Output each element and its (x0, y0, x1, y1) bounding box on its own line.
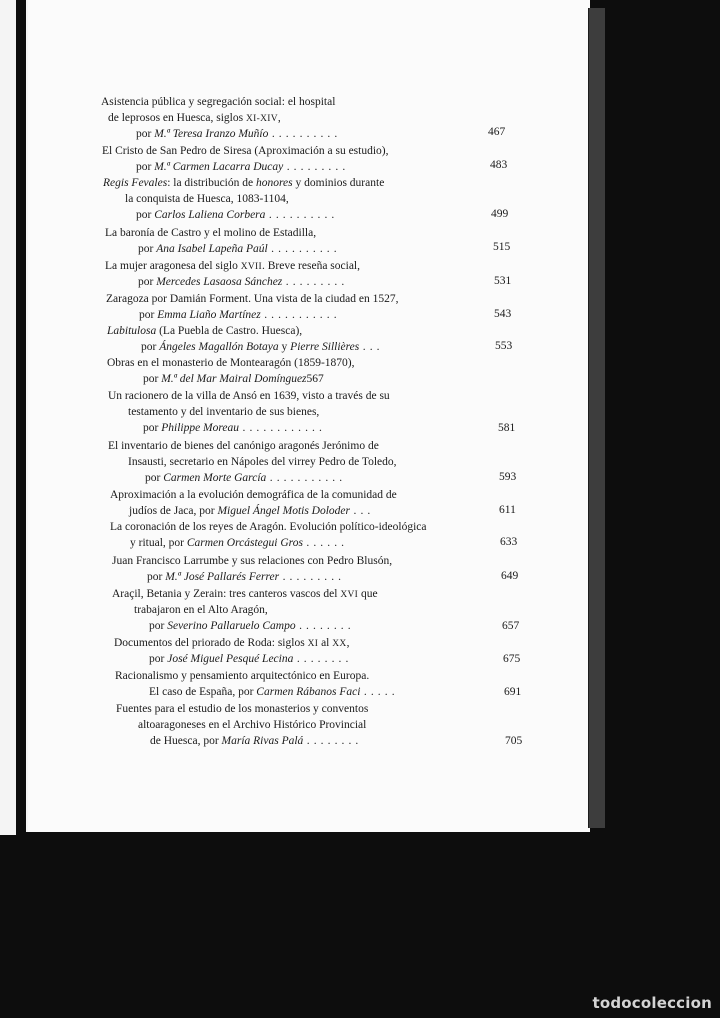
toc-entry-line (110, 520, 426, 535)
toc-text: XI-XIV (245, 114, 278, 124)
toc-entry-line (101, 95, 335, 110)
toc-text: XX (332, 639, 347, 649)
toc-text: . Breve reseña social, (261, 260, 360, 272)
toc-text: XVII (240, 262, 262, 272)
dot-leader: . . . . . . . . . (283, 161, 346, 173)
toc-text: por (141, 341, 160, 353)
dot-leader: . . . . . (360, 686, 396, 698)
toc-text: , (346, 637, 350, 649)
dot-leader: . . . . . . . . . . (267, 243, 338, 255)
toc-entry-line (112, 554, 392, 569)
dot-leader: . . . . . . . . . . (268, 128, 338, 140)
toc-text: por (143, 422, 162, 434)
toc-text: La mujer aragonesa del siglo (105, 260, 241, 272)
toc-text: Severino Pallaruelo Campo (167, 620, 296, 632)
toc-entry-line (143, 372, 324, 387)
dot-leader: . . . . . . . . . (282, 276, 345, 288)
dot-leader: . . . (359, 341, 381, 353)
page-number: 657 (502, 620, 520, 632)
book-page (26, 0, 590, 832)
toc-entry-line (116, 702, 368, 717)
toc-text: XI (307, 639, 319, 649)
book-spine (588, 8, 605, 828)
dot-leader: . . . . . . . . . . (265, 209, 335, 221)
toc-text: Fuentes para el estudio de los monasterios y conventos (116, 703, 369, 715)
toc-text: por (136, 128, 155, 140)
toc-entry-line (149, 652, 349, 667)
toc-text: Aproximación a la evolución demográfica de la comunidad de (110, 489, 397, 501)
toc-entry-line (103, 176, 384, 191)
toc-text: por (136, 209, 155, 221)
toc-text: El caso de España, por (149, 686, 257, 698)
toc-text: Mercedes Lasaosa Sánchez (156, 276, 283, 288)
toc-entry-line (145, 471, 343, 486)
toc-entry-line (102, 144, 389, 159)
toc-entry-line (108, 389, 390, 404)
toc-text: la conquista de Huesca, 1083-1104, (125, 193, 289, 205)
toc-entry-line (143, 421, 322, 436)
toc-text: Philippe Moreau (161, 422, 240, 434)
toc-entry-line (108, 111, 281, 127)
toc-text: Zaragoza por Damián Forment. Una vista de la ciudad en 1527, (106, 293, 399, 305)
toc-text: Miguel Ángel Motis Doloder (217, 505, 351, 517)
toc-text: Araçil, Betania y Zerain: tres canteros vascos del (112, 588, 341, 600)
page-number: 467 (488, 126, 506, 138)
toc-entry-line (107, 356, 355, 371)
watermark-logo: todocoleccion (592, 994, 712, 1012)
toc-text: por (143, 373, 162, 385)
dot-leader: . . . . . . . . (303, 735, 359, 747)
toc-text: testamento y del inventario de sus bienes, (128, 406, 320, 418)
toc-text: : la distribución de (167, 177, 256, 189)
toc-text: Racionalismo y pensamiento arquitectónico en Europa. (115, 670, 370, 682)
toc-entry-line (125, 192, 289, 207)
toc-text: El Cristo de San Pedro de Siresa (Aproximación a su estudio), (102, 145, 389, 157)
page-number: 515 (493, 241, 511, 253)
toc-text: por (149, 653, 168, 665)
toc-entry-line (115, 669, 369, 684)
page-number: 675 (503, 653, 521, 665)
page-number: 499 (491, 208, 509, 220)
toc-text: Ángeles Magallón Botaya (159, 341, 279, 353)
toc-text: trabajaron en el Alto Aragón, (134, 604, 268, 616)
toc-text: M.ª del Mar Mairal Domínguez (161, 373, 307, 385)
toc-text: El inventario de bienes del canónigo aragonés Jerónimo de (108, 440, 379, 452)
toc-text: Juan Francisco Larrumbe y sus relaciones con Pedro Blusón, (112, 555, 393, 567)
toc-text: Carlos Laliena Corbera (154, 209, 266, 221)
dot-leader: . . . . . . (302, 537, 345, 549)
toc-text: Labitulosa (107, 325, 157, 337)
dot-leader: . . . (350, 505, 371, 517)
page-number: 593 (499, 471, 517, 483)
toc-text: XVI (340, 590, 359, 600)
toc-text: Pierre Sillières (290, 341, 360, 353)
toc-text: por (149, 620, 168, 632)
table-of-contents (28, 0, 590, 832)
toc-text: por (136, 161, 155, 173)
toc-entry-line (105, 259, 360, 275)
toc-text: que (358, 588, 378, 600)
toc-entry-line (106, 292, 399, 307)
dot-leader: . . . . . . . . . . . . (239, 422, 323, 434)
page-number: 691 (504, 686, 522, 698)
toc-entry-line (147, 570, 342, 585)
toc-text: Carmen Morte García (163, 472, 267, 484)
toc-text: Regis Fevales (103, 177, 168, 189)
toc-entry-line (141, 340, 380, 355)
toc-text: por (145, 472, 164, 484)
toc-text: Insausti, secretario en Nápoles del virrey Pedro de Toledo, (128, 456, 397, 468)
toc-text: por (138, 276, 157, 288)
toc-entry-line (128, 405, 319, 420)
toc-entry-line (138, 275, 345, 290)
toc-text: Asistencia pública y segregación social: el hospital (101, 96, 336, 108)
toc-text: de leprosos en Huesca, siglos (108, 112, 246, 124)
toc-entry-line (105, 226, 316, 241)
page-number: 543 (494, 308, 512, 320)
toc-text: 567 (306, 373, 324, 385)
toc-text: de Huesca, por (150, 735, 222, 747)
page-number: 611 (499, 504, 516, 516)
page-number: 531 (494, 275, 512, 287)
toc-entry-line (128, 455, 397, 470)
toc-text: , (277, 112, 281, 124)
toc-entry-line (112, 587, 378, 603)
toc-text: José Miguel Pesqué Lecina (167, 653, 294, 665)
toc-entry-line (136, 208, 335, 223)
toc-entry-line (139, 308, 337, 323)
page-number: 705 (505, 735, 523, 747)
dot-leader: . . . . . . . . . . . (266, 472, 343, 484)
toc-entry-line (134, 603, 268, 618)
page-number: 553 (495, 340, 513, 352)
dot-leader: . . . . . . . . . (279, 571, 342, 583)
toc-text: La coronación de los reyes de Aragón. Evolución político-ideológica (110, 521, 427, 533)
toc-text: M.ª Carmen Lacarra Ducay (154, 161, 284, 173)
toc-entry-line (149, 619, 351, 634)
toc-text: y dominios durante (292, 177, 385, 189)
toc-text: Carmen Rábanos Faci (256, 686, 361, 698)
toc-text: judíos de Jaca, por (129, 505, 218, 517)
page-number: 633 (500, 536, 518, 548)
dot-leader: . . . . . . . . (295, 620, 352, 632)
toc-text: Carmen Orcástegui Gros (186, 537, 303, 549)
toc-entry-line (136, 127, 338, 142)
toc-text: Un racionero de la villa de Ansó en 1639, visto a través de su (108, 390, 390, 402)
toc-entry-line (138, 242, 337, 257)
page-number: 649 (501, 570, 519, 582)
toc-entry-line (129, 504, 371, 519)
toc-text: La baronía de Castro y el molino de Estadilla, (105, 227, 317, 239)
toc-entry-line (136, 160, 346, 175)
toc-text: por (139, 309, 158, 321)
dot-leader: . . . . . . . . . . . (260, 309, 338, 321)
toc-text: y ritual, por (130, 537, 187, 549)
toc-text: María Rivas Palá (221, 735, 304, 747)
toc-text: por (138, 243, 157, 255)
toc-entry-line (138, 718, 366, 733)
toc-text: M.ª José Pallarés Ferrer (165, 571, 280, 583)
toc-text: Obras en el monasterio de Montearagón (1859-1870), (107, 357, 355, 369)
toc-entry-line (150, 734, 359, 749)
dot-leader: . . . . . . . . (293, 653, 349, 665)
toc-text: altoaragoneses en el Archivo Histórico Provincial (138, 719, 367, 731)
toc-entry-line (107, 324, 302, 339)
toc-text: al (318, 637, 333, 649)
toc-text: y (278, 341, 291, 353)
left-page-edge (0, 0, 16, 835)
toc-text: (La Puebla de Castro. Huesca), (156, 325, 303, 337)
toc-text: por (147, 571, 166, 583)
toc-entry-line (130, 536, 345, 551)
toc-entry-line (110, 488, 397, 503)
toc-text: M.ª Teresa Iranzo Muñío (154, 128, 269, 140)
page-number: 581 (498, 422, 516, 434)
toc-text: honores (255, 177, 293, 189)
toc-entry-line (149, 685, 395, 700)
toc-text: Emma Liaño Martínez (157, 309, 261, 321)
page-number: 483 (490, 159, 508, 171)
toc-entry-line (114, 636, 349, 652)
toc-entry-line (108, 439, 379, 454)
toc-text: Documentos del priorado de Roda: siglos (114, 637, 308, 649)
toc-text: Ana Isabel Lapeña Paúl (156, 243, 268, 255)
